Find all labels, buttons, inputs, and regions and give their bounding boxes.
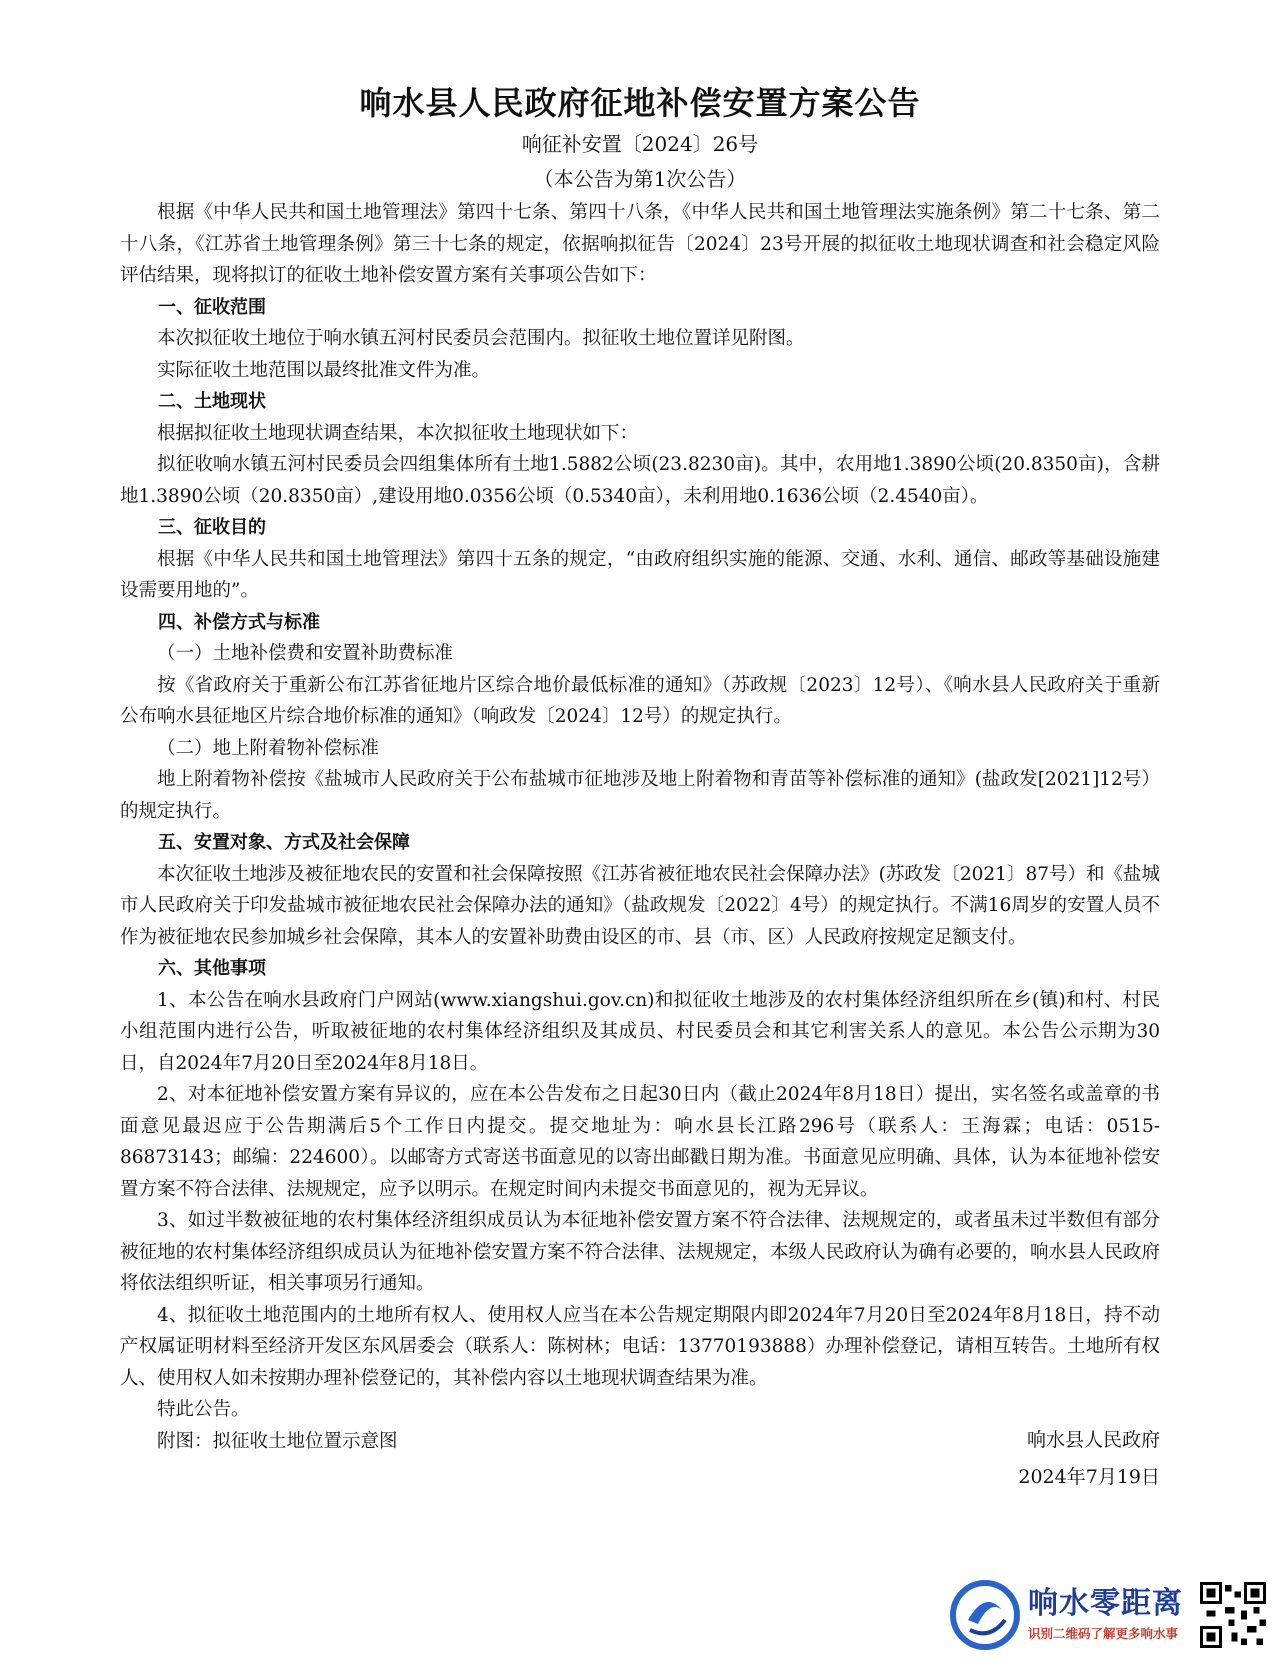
- qr-code-icon: [1200, 1582, 1266, 1648]
- watermark-banner: [950, 1578, 1270, 1658]
- logo-icon: [950, 1580, 1020, 1650]
- subheading: （二）地上附着物补偿标准: [157, 737, 380, 759]
- paragraph: 根据《中华人民共和国土地管理法》第四十五条的规定，“由政府组织实施的能源、交通、水利、通信、邮政等基础设施建设需要用地的”。: [120, 548, 1160, 601]
- section-heading-compensation: 四、补偿方式与标准: [158, 611, 320, 633]
- paragraph: 拟征收响水镇五河村民委员会四组集体所有土地1.5882公顷(23.8230亩)。其中，农用地1.3890公顷(20.8350亩)，含耕地1.3890公顷（20.8350亩）,建设用地0.0356公顷（0.5340亩），未利用地0.1636公顷（2.4540亩）。: [120, 454, 1160, 507]
- section-heading-resettlement: 五、安置对象、方式及社会保障: [158, 832, 410, 853]
- section-heading-scope: 一、征收范围: [158, 296, 266, 318]
- attachment-line: 附图：拟征收土地位置示意图: [157, 1430, 398, 1452]
- paragraph: 实际征收土地范围以最终批准文件为准。: [157, 359, 491, 381]
- watermark-title: 响水零距离: [1028, 1586, 1183, 1621]
- watermark-subtitle: 识别二维码了解更多响水事: [1028, 1626, 1179, 1641]
- section-heading-other: 六、其他事项: [158, 958, 266, 979]
- intro-paragraph: 根据《中华人民共和国土地管理法》第四十七条、第四十八条，《中华人民共和国土地管理法实施条例》第二十七条、第二十八条，《江苏省土地管理条例》第三十七条的规定，依据响拟征告〔2024〕23号开展的拟征收土地现状调查和社会稳定风险评估结果，现将拟订的征收土地补偿安置方案有关事项公告如下：: [120, 202, 1160, 286]
- section-heading-purpose: 三、征收目的: [158, 517, 266, 538]
- signature-date: 2024年7月19日: [1018, 1466, 1160, 1488]
- paragraph: 4、拟征收土地范围内的土地所有权人、使用权人应当在本公告规定期限内即2024年7月20日至2024年8月18日，持不动产权属证明材料至经济开发区东风居委会（联系人：陈树林；电话：13770193888）办理补偿登记，请相互转告。土地所有权人、使用权人如未按期办理补偿登记的，其补偿内容以土地现状调查结果为准。: [120, 1304, 1160, 1389]
- section-heading-land-status: 二、土地现状: [158, 391, 266, 412]
- document-number: 响征补安置〔2024〕26号: [521, 132, 759, 156]
- signature-issuer: 响水县人民政府: [1026, 1429, 1160, 1451]
- paragraph: 3、如过半数被征地的农村集体经济组织成员认为本征地补偿安置方案不符合法律、法规规定的，或者虽未过半数但有部分被征地的农村集体经济组织成员认为征地补偿安置方案不符合法律、法规规定，本级人民政府认为确有必要的，响水县人民政府将依法组织听证，相关事项另行通知。: [120, 1210, 1160, 1294]
- paragraph: 本次征收土地涉及被征地农民的安置和社会保障按照《江苏省被征地农民社会保障办法》(苏政发〔2021〕87号）和《盐城市人民政府关于印发盐城市被征地农民社会保障办法的通知》（盐政规发〔2022〕4号）的规定执行。不满16周岁的安置人员不作为被征地农民参加城乡社会保障，其本人的安置补助费由设区的市、县（市、区）人民政府按规定足额支付。: [120, 863, 1160, 948]
- paragraph: 2、对本征地补偿安置方案有异议的，应在本公告发布之日起30日内（截止2024年8月18日）提出，实名签名或盖章的书面意见最迟应于公告期满后5个工作日内提交。提交地址为：响水县长江路296号（联系人：王海霖；电话：0515-86873143；邮编：224600）。以邮寄方式寄送书面意见的以寄出邮戳日期为准。书面意见应明确、具体，认为本征地补偿安置方案不符合法律、法规规定，应予以明示。在规定时间内未提交书面意见的，视为无异议。: [120, 1084, 1160, 1200]
- paragraph: 按《省政府关于重新公布江苏省征地片区综合地价最低标准的通知》（苏政规〔2023〕12号）、《响水县人民政府关于重新公布响水县征地区片综合地价标准的通知》（响政发〔2024〕12号）的规定执行。: [120, 674, 1160, 727]
- paragraph: 根据拟征收土地现状调查结果，本次拟征收土地现状如下：: [157, 422, 639, 444]
- paragraph: 本次拟征收土地位于响水镇五河村民委员会范围内。拟征收土地位置详见附图。: [157, 328, 805, 349]
- paragraph: 1、本公告在响水县政府门户网站(www.xiangshui.gov.cn)和拟征收土地涉及的农村集体经济组织所在乡(镇)和村、村民小组范围内进行公告，听取被征地的农村集体经济组织及其成员、村民委员会和其它利害关系人的意见。本公告公示期为30日，自2024年7月20日至2024年8月18日。: [120, 989, 1160, 1074]
- document-title: 响水县人民政府征地补偿安置方案公告: [359, 84, 921, 122]
- document-body: [120, 197, 1160, 1457]
- paragraph: 地上附着物补偿按《盐城市人民政府关于公布盐城市征地涉及地上附着物和青苗等补偿标准的通知》(盐政发[2021]12号）的规定执行。: [120, 769, 1160, 822]
- closing-line: 特此公告。: [157, 1399, 250, 1420]
- subheading: （一）土地补偿费和安置补助费标准: [157, 643, 454, 664]
- notice-count: （本公告为第1次公告）: [533, 167, 747, 191]
